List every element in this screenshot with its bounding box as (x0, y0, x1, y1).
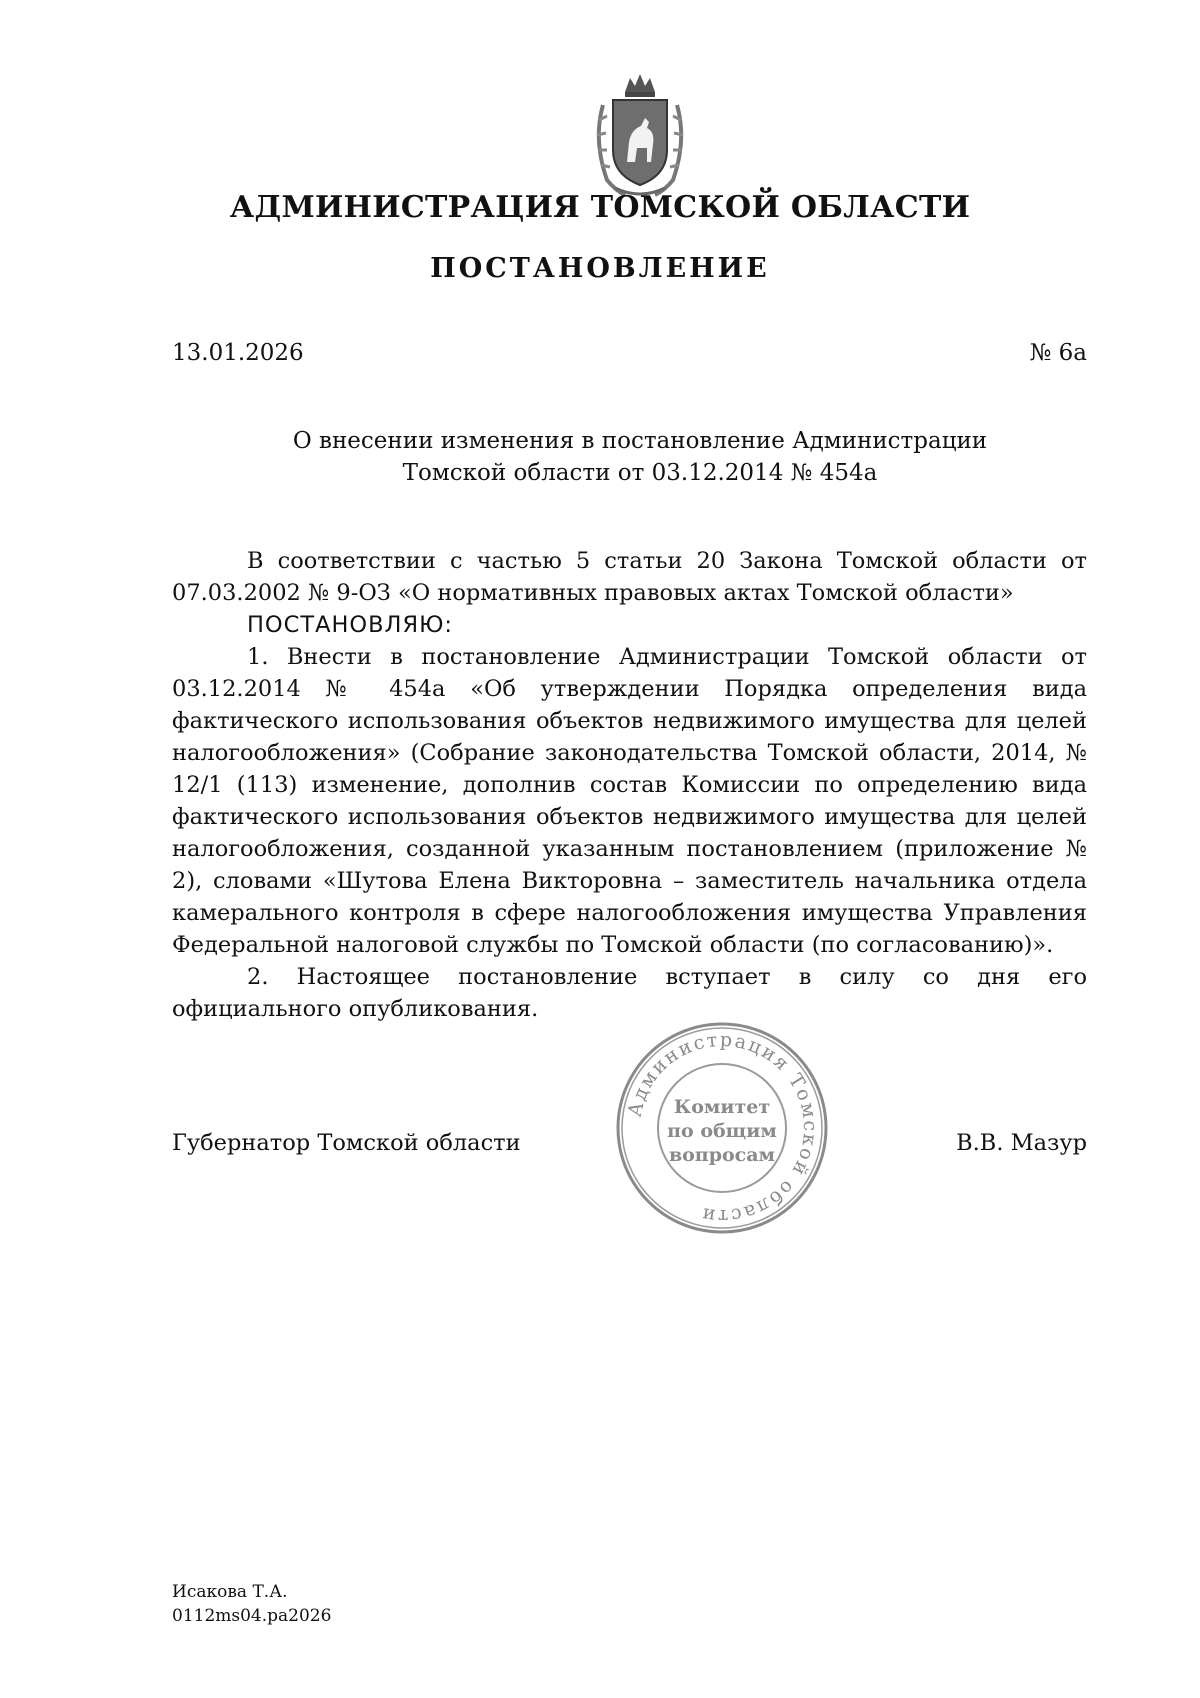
preamble-paragraph: В соответствии с частью 5 статьи 20 Закона Томской области от 07.03.2002 № 9-ОЗ «О нормативных правовых актах Томской области» (172, 548, 1087, 606)
subject-line: О внесении изменения в постановление Администрации (292, 428, 988, 454)
signatory-position: Губернатор Томской области (172, 1130, 521, 1156)
document-number: № 6а (1029, 340, 1087, 366)
stamp-ring-text: Администрация Томской области (623, 1028, 822, 1228)
signatory-name: В.В. Мазур (956, 1130, 1087, 1156)
item-paragraph: 1. Внести в постановление Администрации Томской области от 03.12.2014 № 454а «Об утверждении Порядка определения вида фактического использования объектов недвижимого имущества для целей налогообложения» (Собрание законодательства Томской области, 2014, № 12/1 (113) изменение, дополнив состав Комиссии по определению вида фактического использования объектов недвижимого имущества для целей налогообложения, созданной указанным постановлением (приложение № 2), словами «Шутова Елена Викторовна – заместитель начальника отдела камерального контроля в сфере налогообложения имущества Управления Федеральной налоговой службы по Томской области (по согласованию)». (172, 644, 1087, 958)
stamp-center-line: Комитет (673, 1096, 771, 1118)
decree-word: ПОСТАНОВЛЯЮ: (247, 612, 453, 638)
file-code: 0112ms04.ра2026 (172, 1606, 332, 1626)
item-paragraph: 2. Настоящее постановление вступает в силу со дня его официального опубликования. (172, 964, 1087, 1022)
tomsk-coat-of-arms-icon (585, 70, 695, 205)
organization-title: АДМИНИСТРАЦИЯ ТОМСКОЙ ОБЛАСТИ (229, 190, 971, 225)
document-date: 13.01.2026 (172, 340, 304, 366)
document-subject (200, 425, 1080, 489)
executor-name: Исакова Т.А. (172, 1582, 288, 1602)
document-type: ПОСТАНОВЛЕНИЕ (430, 253, 770, 284)
subject-line: Томской области от 03.12.2014 № 454а (402, 460, 878, 486)
stamp-center-line: по общим (667, 1120, 777, 1142)
stamp-center-line: вопросам (668, 1144, 776, 1166)
document-footer (172, 1580, 331, 1628)
official-stamp (612, 1018, 832, 1238)
document-body (172, 545, 1087, 1025)
